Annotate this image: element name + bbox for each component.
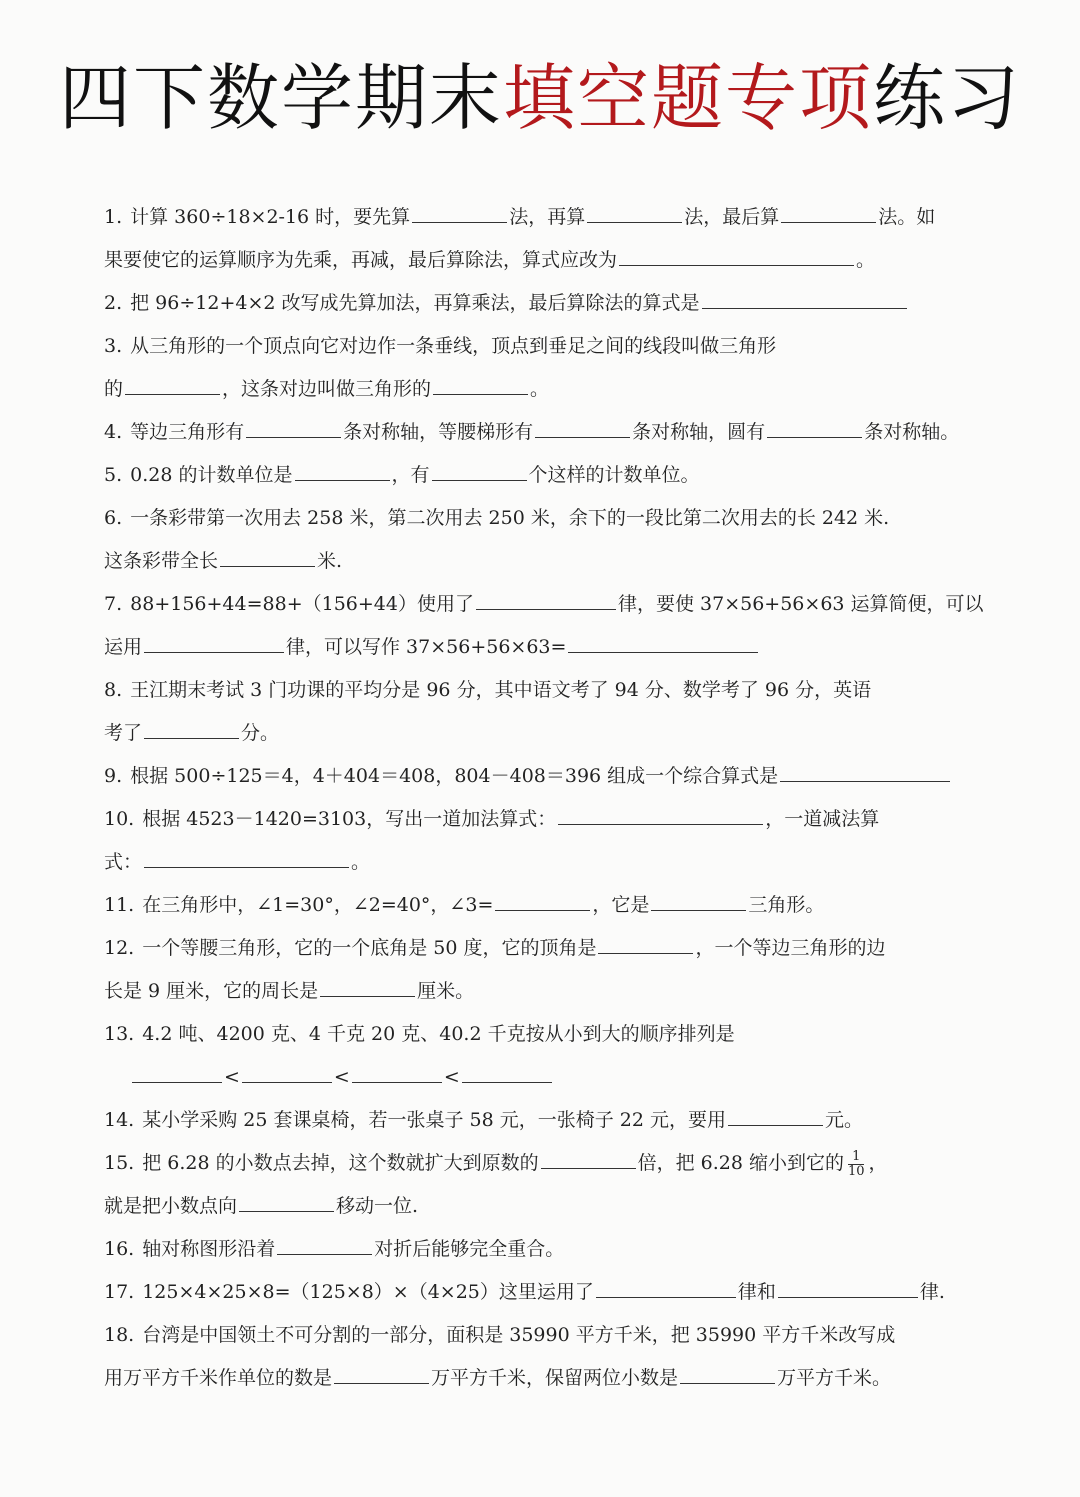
answer-blank[interactable] bbox=[144, 651, 284, 653]
question-8-cont: 考了 分。 bbox=[104, 722, 280, 744]
question-15-cont: 就是把小数点向 移动一位. bbox=[104, 1195, 419, 1217]
question-13-cont: < < < bbox=[104, 1056, 1034, 1099]
question-7: 7. 88+156+44=88+（156+44）使用了 律，要使 37×56+56×63 运算简便，可以 bbox=[104, 593, 984, 615]
answer-blank[interactable] bbox=[619, 264, 854, 266]
answer-blank[interactable] bbox=[598, 952, 693, 954]
question-2: 2. 把 96÷12+4×2 改写成先算加法，再算乘法，最后算除法的算式是 bbox=[104, 282, 1034, 325]
answer-blank[interactable] bbox=[587, 221, 682, 223]
answer-blank[interactable] bbox=[220, 565, 315, 567]
title-part-1: 四下数学期末 bbox=[58, 56, 503, 140]
title-part-3: 练习 bbox=[873, 56, 1022, 140]
question-list bbox=[104, 196, 1034, 1400]
question-17: 17. 125×4×25×8=（125×8）×（4×25）这里运用了 律和 律. bbox=[104, 1281, 945, 1303]
question-11: 11. 在三角形中，∠1=30°，∠2=40°，∠3= ，它是 三角形。 bbox=[104, 894, 825, 916]
question-4: 4. 等边三角形有 条对称轴，等腰梯形有 条对称轴，圆有 条对称轴。 bbox=[104, 421, 960, 443]
answer-blank[interactable] bbox=[651, 909, 746, 911]
question-10: 10. 根据 4523－1420=3103，写出一道加法算式： ，一道减法算 bbox=[104, 808, 880, 830]
answer-blank[interactable] bbox=[476, 608, 616, 610]
question-12: 12. 一个等腰三角形，它的一个底角是 50 度，它的顶角是 ，一个等边三角形的边 bbox=[104, 937, 886, 959]
question-12-cont: 长是 9 厘米，它的周长是 厘米。 bbox=[104, 980, 475, 1002]
answer-blank[interactable] bbox=[680, 1382, 775, 1384]
answer-blank[interactable] bbox=[781, 221, 876, 223]
answer-blank[interactable] bbox=[433, 393, 528, 395]
question-14: 14. 某小学采购 25 套课桌椅，若一张桌子 58 元，一张椅子 22 元，要用 元。 bbox=[104, 1109, 864, 1131]
answer-blank[interactable] bbox=[558, 823, 763, 825]
answer-blank[interactable] bbox=[334, 1382, 429, 1384]
answer-blank[interactable] bbox=[462, 1081, 552, 1083]
question-9: 9. 根据 500÷125＝4，4＋404＝408，804－408＝396 组成一个综合算式是 bbox=[104, 755, 1034, 798]
answer-blank[interactable] bbox=[535, 436, 630, 438]
question-7-cont: 运用 律，可以写作 37×56+56×63= bbox=[104, 626, 1034, 669]
answer-blank[interactable] bbox=[144, 866, 349, 868]
answer-blank[interactable] bbox=[144, 737, 239, 739]
answer-blank[interactable] bbox=[132, 1081, 222, 1083]
answer-blank[interactable] bbox=[780, 780, 950, 782]
question-5: 5. 0.28 的计数单位是 ，有 个这样的计数单位。 bbox=[104, 464, 700, 486]
answer-blank[interactable] bbox=[541, 1167, 636, 1169]
question-18: 18. 台湾是中国领土不可分割的一部分，面积是 35990 平方千米，把 35990 平方千米改写成 bbox=[104, 1324, 896, 1346]
question-6-cont: 这条彩带全长 米. bbox=[104, 550, 343, 572]
question-6: 6. 一条彩带第一次用去 258 米，第二次用去 250 米，余下的一段比第二次用去的长 242 米. bbox=[104, 507, 890, 529]
question-3-cont: 的 ，这条对边叫做三角形的 。 bbox=[104, 378, 550, 400]
answer-blank[interactable] bbox=[702, 307, 907, 309]
answer-blank[interactable] bbox=[242, 1081, 332, 1083]
answer-blank[interactable] bbox=[412, 221, 507, 223]
answer-blank[interactable] bbox=[495, 909, 590, 911]
question-10-cont: 式： 。 bbox=[104, 851, 371, 873]
answer-blank[interactable] bbox=[295, 479, 390, 481]
answer-blank[interactable] bbox=[767, 436, 862, 438]
question-16: 16. 轴对称图形沿着 对折后能够完全重合。 bbox=[104, 1238, 565, 1260]
question-1-cont: 果要使它的运算顺序为先乘，再减，最后算除法，算式应改为 。 bbox=[104, 249, 876, 271]
answer-blank[interactable] bbox=[246, 436, 341, 438]
question-15: 15. 把 6.28 的小数点去掉，这个数就扩大到原数的 倍，把 6.28 缩小到它的 $\frac{1}{10}$ ， bbox=[104, 1148, 888, 1179]
title-part-2-highlight: 填空题专项 bbox=[502, 56, 873, 140]
question-8: 8. 王江期末考试 3 门功课的平均分是 96 分，其中语文考了 94 分、数学考了 96 分，英语 bbox=[104, 679, 872, 701]
answer-blank[interactable] bbox=[778, 1296, 918, 1298]
question-13: 13. 4.2 吨、4200 克、4 千克 20 克、40.2 千克按从小到大的顺序排列是 bbox=[104, 1023, 735, 1045]
answer-blank[interactable] bbox=[568, 651, 758, 653]
answer-blank[interactable] bbox=[352, 1081, 442, 1083]
answer-blank[interactable] bbox=[125, 393, 220, 395]
page-title bbox=[0, 56, 1080, 140]
fraction-one-tenth: $\frac{1}{10}$ bbox=[848, 1148, 865, 1179]
question-1: 1. 计算 360÷18×2-16 时，要先算 法，再算 法，最后算 法。如 bbox=[104, 206, 936, 228]
answer-blank[interactable] bbox=[320, 995, 415, 997]
question-3: 3. 从三角形的一个顶点向它对边作一条垂线，顶点到垂足之间的线段叫做三角形 bbox=[104, 335, 777, 357]
answer-blank[interactable] bbox=[277, 1253, 372, 1255]
answer-blank[interactable] bbox=[432, 479, 527, 481]
question-18-cont: 用万平方千米作单位的数是 万平方千米，保留两位小数是 万平方千米。 bbox=[104, 1367, 892, 1389]
answer-blank[interactable] bbox=[728, 1124, 823, 1126]
answer-blank[interactable] bbox=[596, 1296, 736, 1298]
answer-blank[interactable] bbox=[239, 1210, 334, 1212]
